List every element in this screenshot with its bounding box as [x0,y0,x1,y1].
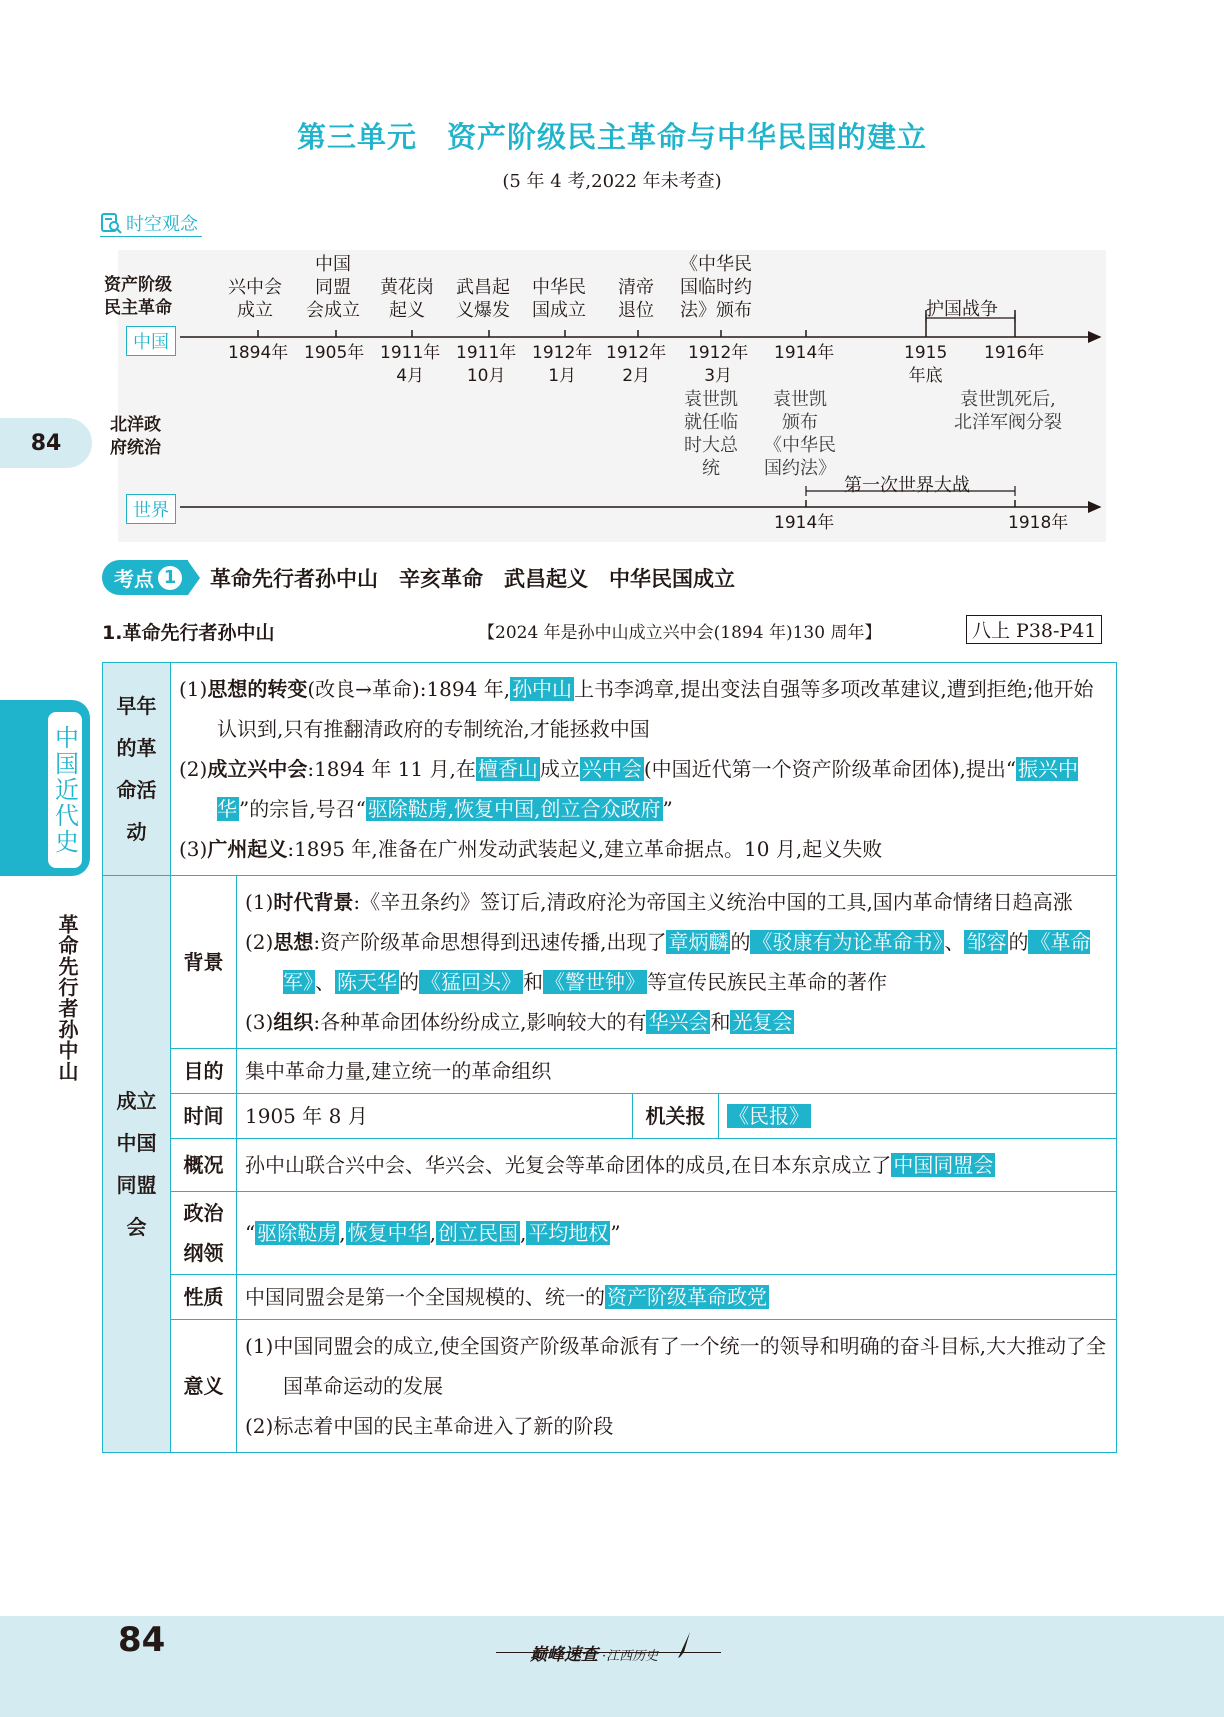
note-yuan-president: 袁世凯 就任临 时大总 统 [684,389,738,479]
year-ww1-end: 1918年 [1008,513,1069,533]
unit-subtitle: (5 年 4 考,2022 年未考查) [502,171,722,192]
organ-paper-label: 机关报 [633,1094,719,1139]
event-roc-founded: 中华民 国成立 [532,277,586,321]
kaodian-header [102,560,735,595]
event-huanghuagang: 黄花岗 起义 [380,277,434,321]
background-label: 背景 [171,876,237,1049]
timeline-label-beiyang: 北洋政 府统治 [110,415,161,458]
list-item: (2)思想:资产阶级革命思想得到迅速传播,出现了 章炳麟 的 《驳康有为论革命书》 、 邹容 的 《革命军》 、 陈天华 的 《猛回头》 和 《警世钟》 等宣传民族民主革命的著作 [245,930,1091,994]
table-row [103,1275,1117,1320]
footer-brand-underline [496,1652,721,1653]
year-1894: 1894年 [228,343,289,363]
list-item: (2)标志着中国的民主革命进入了新的阶段 [245,1414,614,1438]
year-1912-3: 1912年 3月 [688,343,749,386]
table-row [103,1320,1117,1453]
nature-label: 性质 [171,1275,237,1320]
table-row [103,663,1117,876]
knowledge-table [102,662,1117,1453]
ww1-label: 第一次世界大战 [844,475,970,496]
tongmenghui-header: 成立 中国 同盟 会 [103,876,171,1453]
world-label: 世界 [126,494,176,524]
list-item: (1)中国同盟会的成立,使全国资产阶级革命派有了一个统一的领导和明确的奋斗目标,大大推动了全国革命运动的发展 [245,1334,1107,1398]
page-number: 84 [118,1620,166,1660]
list-item: (2)成立兴中会:1894 年 11 月,在 檀香山 成立 兴中会 (中国近代第一个资产阶级革命团体),提出“ 振兴中华 ”的宗旨,号召“ 驱除鞑虏,恢复中国,创立合众政府 ” [179,757,1079,821]
overview-label: 概况 [171,1139,237,1192]
unit-title: 第三单元 资产阶级民主革命与中华民国的建立 [296,120,927,154]
timeline-label-bourgeois: 资产阶级 民主革命 [104,275,172,318]
textbook-reference: 八上 P38-P41 [966,615,1102,644]
table-row [103,1192,1117,1275]
program-content: “ 驱除鞑虏 , 恢复中华 , 创立民国 , 平均地权 ” [237,1192,1117,1275]
background-content [237,876,1117,1049]
year-1916: 1916年 [984,343,1045,363]
event-abdication: 清帝 退位 [618,277,654,321]
list-item: (3)广州起义:1895 年,准备在广州发动武装起义,建立革命据点。10 月,起义失败 [179,837,883,861]
year-1911-10: 1911年 10月 [456,343,517,386]
note-beiyang-split: 袁世凯死后, 北洋军阀分裂 [954,389,1062,433]
meaning-content [237,1320,1117,1453]
overview-content: 孙中山联合兴中会、华兴会、光复会等革命团体的成员,在日本东京成立了 中国同盟会 [237,1139,1117,1192]
year-1905: 1905年 [304,343,365,363]
concept-label: 时空观念 [126,214,198,235]
year-1915: 1915 年底 [904,343,948,386]
book-search-icon [100,212,122,234]
brand-name: 巅峰速查 [530,1645,598,1665]
section-title: 1.革命先行者孙中山 [102,622,275,644]
timeline [104,250,1106,542]
table-row [103,1049,1117,1094]
kaodian-number: 1 [158,566,182,590]
footer-brand [530,1630,694,1665]
side-page-tab: 84 [0,418,92,468]
early-activities-header: 早年 的革 命活 动 [103,663,171,876]
table-row [103,1094,1117,1139]
nature-content: 中国同盟会是第一个全国规模的、统一的 资产阶级革命政党 [237,1275,1117,1320]
year-1912-1: 1912年 1月 [532,343,593,386]
note-yuan-constitution: 袁世凯 颁布 《中华民 国约法》 [764,389,836,479]
table-row [103,876,1117,1049]
list-item: (3)组织:各种革命团体纷纷成立,影响较大的有 华兴会 和 光复会 [245,1010,793,1034]
event-wuchang: 武昌起 义爆发 [456,277,510,321]
chapter-tab [46,710,84,870]
organ-paper-content [719,1094,1117,1139]
brand-subtitle: ·江西历史 [602,1649,659,1664]
event-tongmenghui: 中国 同盟 会成立 [306,254,360,321]
kaodian-badge-label: 考点 [114,567,154,591]
kaodian-badge [102,560,188,595]
section-note: 【2024 年是孙中山成立兴中会(1894 年)130 周年】 [478,623,882,643]
chapter-label: 中国近代史 [50,725,79,855]
concept-heading [100,210,202,237]
year-1912-2: 1912年 2月 [606,343,667,386]
table-row [103,1139,1117,1192]
pen-icon [668,1630,694,1660]
huguo-war-label: 护国战争 [926,299,998,320]
event-xingzhonghui: 兴中会 成立 [228,277,282,321]
goal-content: 集中革命力量,建立统一的革命组织 [237,1049,1117,1094]
organ-paper-value: 《民报》 [729,1104,809,1128]
kaodian-arrow-icon [188,561,200,595]
list-item: (1)时代背景:《辛丑条约》签订后,清政府沦为帝国主义统治中国的工具,国内革命情绪日趋高涨 [245,890,1073,914]
year-1914: 1914年 [774,343,835,363]
side-section-label: 革命先行者孙中山 [55,914,79,1082]
kaodian-title: 革命先行者孙中山 辛亥革命 武昌起义 中华民国成立 [210,566,735,591]
program-label: 政治 纲领 [171,1192,237,1275]
event-provisional-constitution: 《中华民 国临时约 法》颁布 [680,254,752,321]
early-activities-content [171,663,1117,876]
time-label: 时间 [171,1094,237,1139]
year-1911-4: 1911年 4月 [380,343,441,386]
china-label: 中国 [126,326,176,356]
list-item: (1)思想的转变(改良→革命):1894 年, 孙中山 上书李鸿章,提出变法自强等多项改革建议,遭到拒绝;他开始认识到,只有推翻清政府的专制统治,才能拯救中国 [179,677,1094,741]
goal-label: 目的 [171,1049,237,1094]
time-content: 1905 年 8 月 [237,1094,633,1139]
year-ww1-start: 1914年 [774,513,835,533]
meaning-label: 意义 [171,1320,237,1453]
